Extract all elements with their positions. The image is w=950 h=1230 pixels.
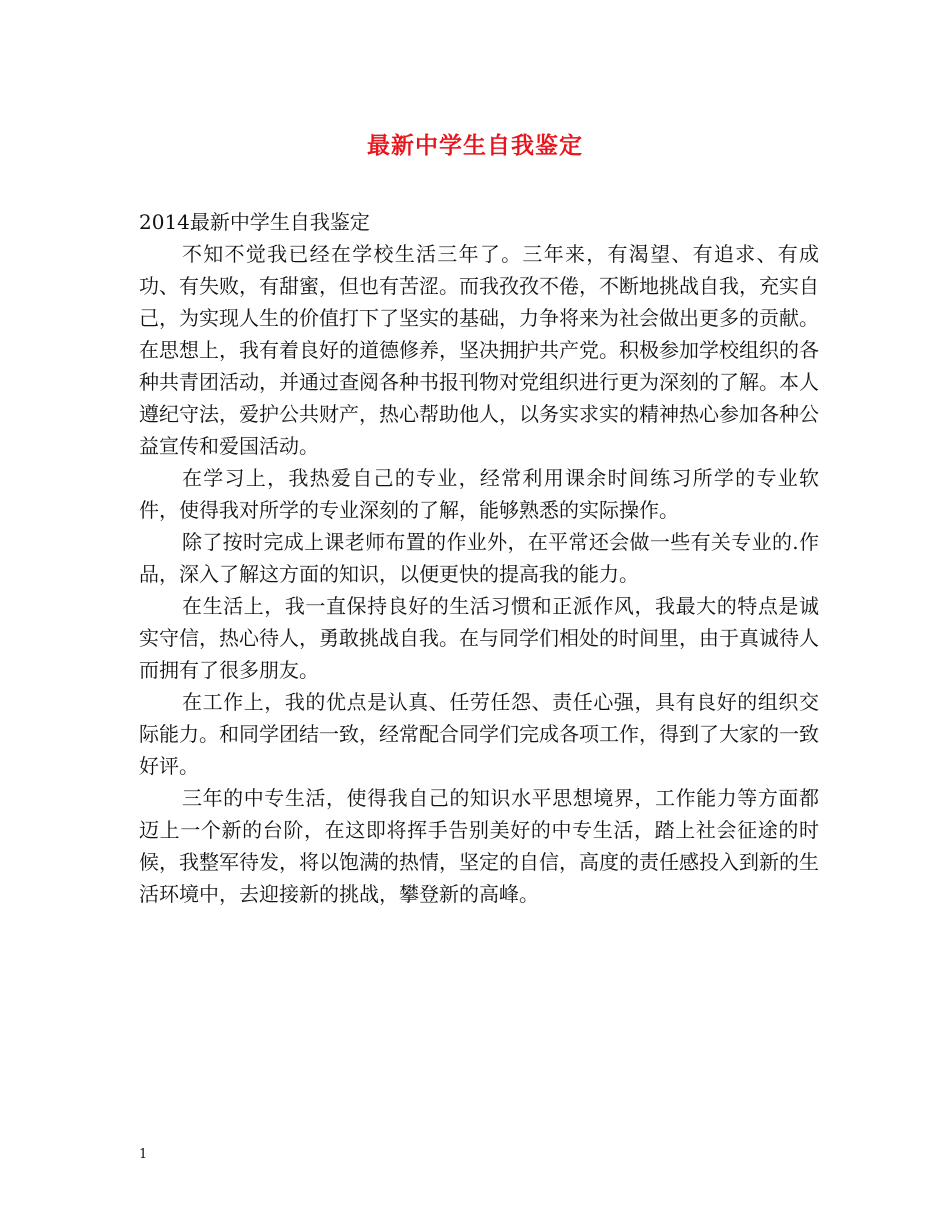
paragraph-life: 在生活上，我一直保持良好的生活习惯和正派作风，我最大的特点是诚实守信，热心待人，勇敢挑战自我。在与同学们相处的时间里，由于真诚待人而拥有了很多朋友。	[139, 594, 819, 682]
page-number: 1	[139, 1147, 148, 1162]
document-subtitle: 2014最新中学生自我鉴定	[139, 210, 370, 234]
paragraph-intro: 不知不觉我已经在学校生活三年了。三年来，有渴望、有追求、有成功、有失败，有甜蜜，但也有苦涩。而我孜孜不倦，不断地挑战自我，充实自己，为实现人生的价值打下了坚实的基础，力争将来为社会做出更多的贡献。在思想上，我有着良好的道德修养，坚决拥护共产党。积极参加学校组织的各种共青团活动，并通过查阅各种书报刊物对党组织进行更为深刻的了解。本人遵纪守法，爱护公共财产，热心帮助他人，以务实求实的精神热心参加各种公益宣传和爱国活动。	[139, 242, 819, 458]
document-body	[139, 206, 819, 910]
paragraph-work: 在工作上，我的优点是认真、任劳任怨、责任心强，具有良好的组织交际能力。和同学团结一致，经常配合同学们完成各项工作，得到了大家的一致好评。	[139, 690, 819, 778]
paragraph-study: 在学习上，我热爱自己的专业，经常利用课余时间练习所学的专业软件，使得我对所学的专业深刻的了解，能够熟悉的实际操作。	[139, 466, 819, 522]
paragraph-conclusion: 三年的中专生活，使得我自己的知识水平思想境界，工作能力等方面都迈上一个新的台阶，在这即将挥手告别美好的中专生活，踏上社会征途的时候，我整军待发，将以饱满的热情，坚定的自信，高度的责任感投入到新的生活环境中，去迎接新的挑战，攀登新的高峰。	[139, 786, 819, 906]
paragraph-homework: 除了按时完成上课老师布置的作业外，在平常还会做一些有关专业的.作品，深入了解这方面的知识，以便更快的提高我的能力。	[139, 530, 819, 586]
document-title: 最新中学生自我鉴定	[367, 132, 583, 159]
